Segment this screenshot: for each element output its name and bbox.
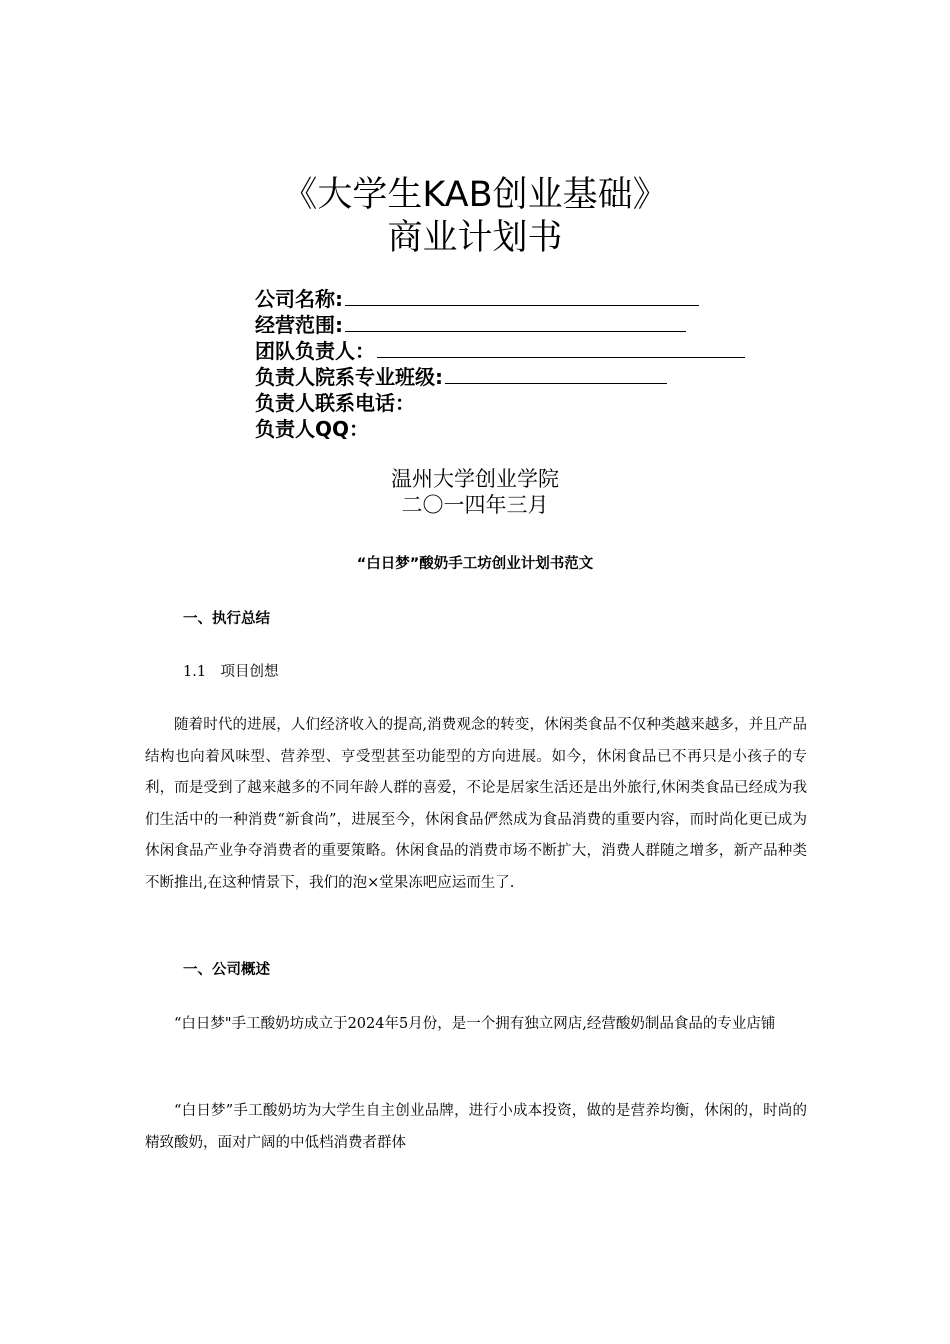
section-company-overview: 一、公司概述 [183, 962, 270, 978]
paragraph-project-idea: 随着时代的进展，人们经济收入的提高,消费观念的转变，休闲类食品不仅种类越来越多，并且产品结构也向着风味型、营养型、亨受型甚至功能型的方向进展。如今，休闲食品已不再只是小孩子的专利，而是受到了越来越多的不同年龄人群的喜爱，不论是居家生活还是出外旅行,休闲类食品已经成为我们生活中的一种消费“新食尚”，进展至今，休闲食品俨然成为食品消费的重要内容，而时尚化更已成为休闲食品产业争夺消费者的重要策略。休闲食品的消费市场不断扩大，消费人群随之增多，新产品种类不断推出,在这种情景下，我们的泡×堂果冻吧应运而生了. [145, 717, 807, 891]
business-scope-blank [345, 312, 686, 332]
document-heading: “白日梦”酸奶手工坊创业计划书范文 [356, 556, 594, 572]
team-leader-field [255, 338, 745, 364]
team-leader-label: 团队负责人： [255, 339, 375, 363]
team-leader-blank [377, 338, 745, 358]
subsection-project-idea: 1.1 项目创想 [183, 664, 279, 680]
leader-department-field [255, 364, 667, 390]
company-name-label: 公司名称: [255, 287, 343, 311]
leader-department-blank [445, 364, 667, 384]
cover-title-line1: 《大学生KAB创业基础》 [282, 175, 668, 215]
business-scope-field [255, 312, 686, 338]
cover-date: 二〇一四年三月 [401, 493, 549, 517]
company-name-field [255, 286, 699, 312]
leader-phone-label: 负责人联系电话： [255, 391, 415, 415]
business-scope-label: 经营范围: [255, 313, 343, 337]
section-executive-summary: 一、执行总结 [183, 611, 270, 627]
company-name-blank [345, 286, 699, 306]
paragraph-company-brand: “白日梦”手工酸奶坊为大学生自主创业品牌，进行小成本投资，做的是营养均衡，休闲的，时尚的精致酸奶，面对广阔的中低档消费者群体 [145, 1103, 807, 1151]
paragraph-company-founding: “白日梦"手工酸奶坊成立于2024年5月份，是一个拥有独立网店,经营酸奶制品食品的专业店铺 [174, 1016, 776, 1032]
leader-phone-field [255, 390, 415, 416]
cover-title-line2: 商业计划书 [387, 218, 563, 258]
leader-department-label: 负责人院系专业班级: [255, 365, 443, 389]
leader-qq-field [255, 416, 369, 442]
institution-name: 温州大学创业学院 [391, 467, 559, 491]
leader-qq-label: 负责人QQ： [255, 417, 370, 441]
